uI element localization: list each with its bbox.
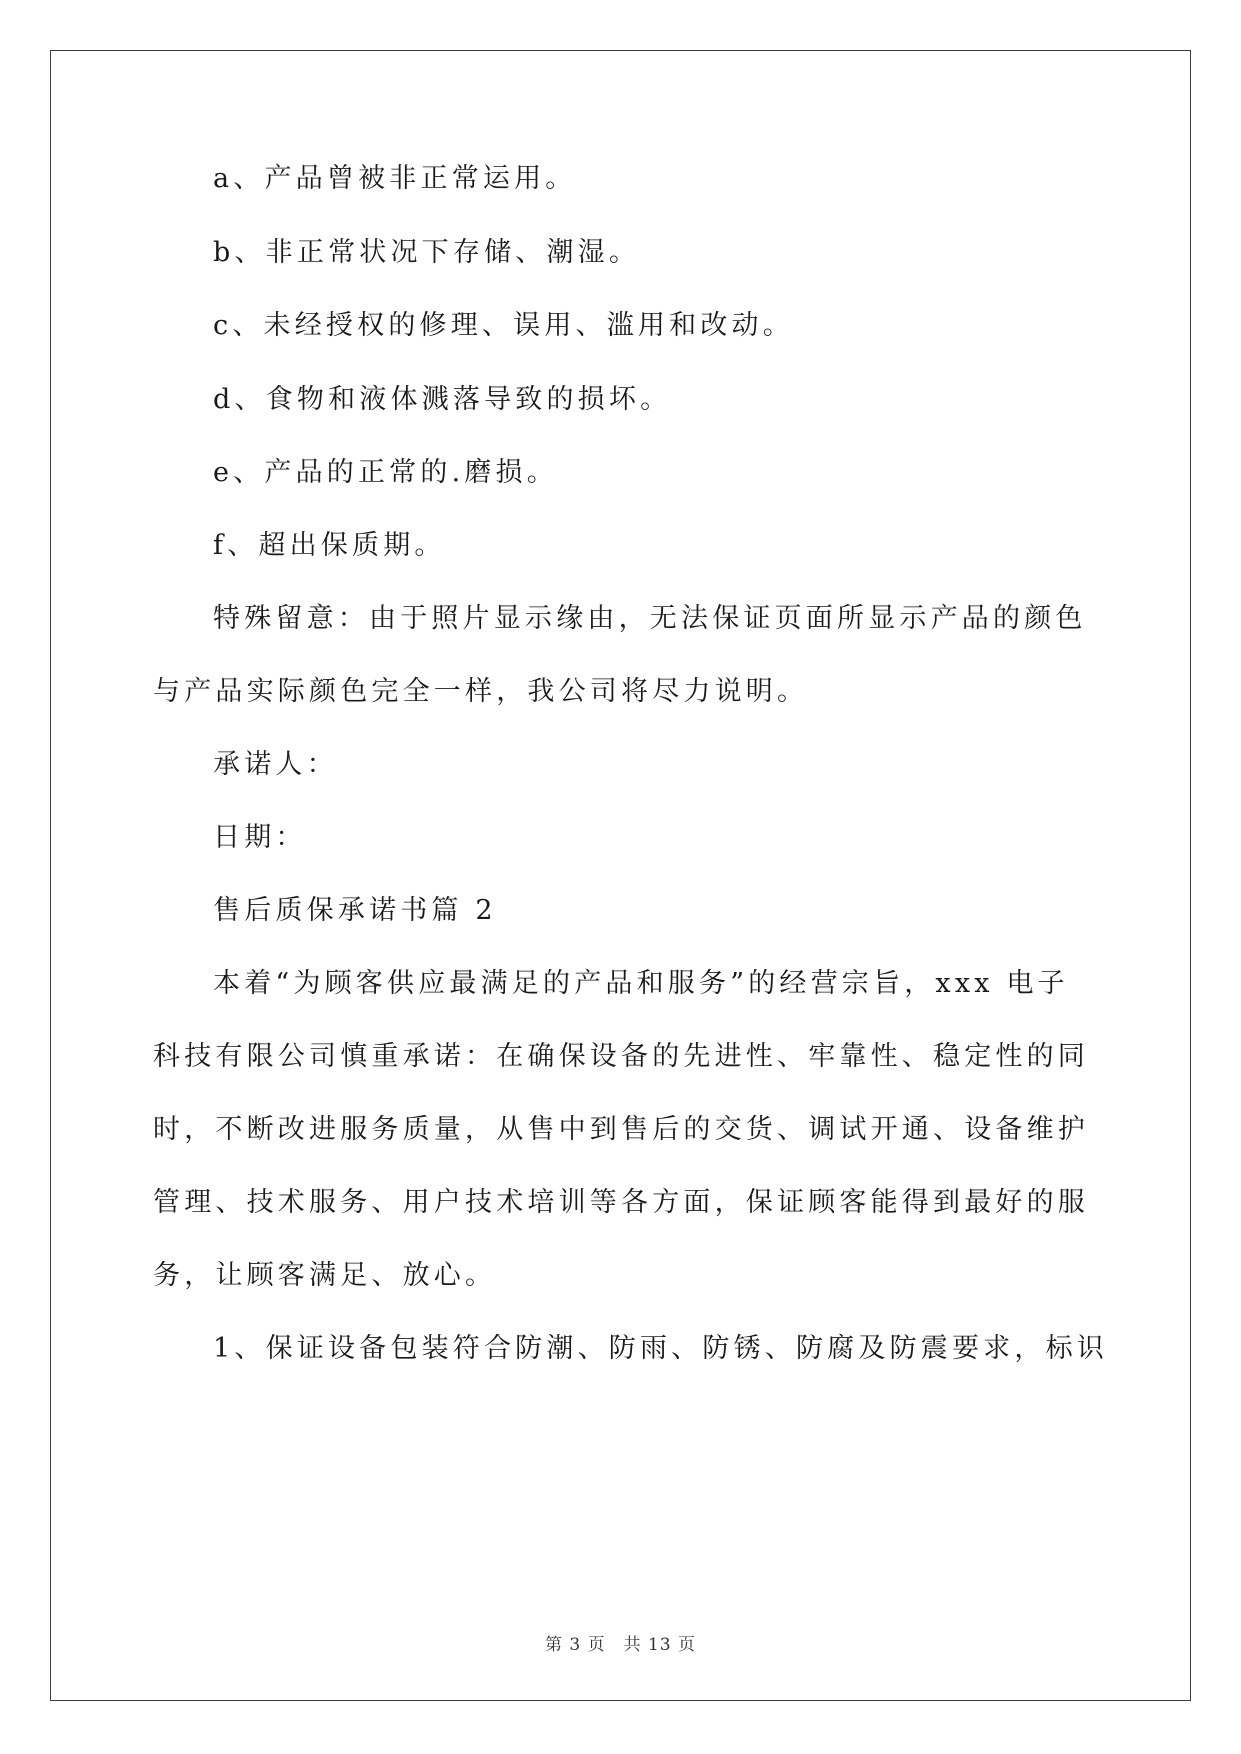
list-item: e、产品的正常的.磨损。 xyxy=(213,457,558,488)
paragraph-line: 务，让顾客满足、放心。 xyxy=(153,1260,497,1291)
promisor-label: 承诺人： xyxy=(213,749,338,780)
date-label: 日期： xyxy=(213,822,307,853)
paragraph-line: 本着“为顾客供应最满足的产品和服务”的经营宗旨，xxx 电子 xyxy=(213,968,1069,999)
paragraph-line: 时，不断改进服务质量，从售中到售后的交货、调试开通、设备维护 xyxy=(153,1114,1089,1145)
list-item: f、超出保质期。 xyxy=(213,530,446,561)
notice-line: 与产品实际颜色完全一样，我公司将尽力说明。 xyxy=(153,676,809,707)
section-title: 售后质保承诺书篇 2 xyxy=(213,895,497,926)
list-item: c、未经授权的修理、误用、滥用和改动。 xyxy=(213,310,794,341)
notice-line: 特殊留意：由于照片显示缘由，无法保证页面所显示产品的颜色 xyxy=(213,603,1087,634)
list-item: d、食物和液体溅落导致的损坏。 xyxy=(213,384,672,415)
list-item: b、非正常状况下存储、潮湿。 xyxy=(213,237,641,268)
list-item: a、产品曾被非正常运用。 xyxy=(213,163,577,194)
page-footer xyxy=(0,1630,1241,1655)
page-total: 共 13 页 xyxy=(623,1635,697,1655)
point-line: 1、保证设备包装符合防潮、防雨、防锈、防腐及防震要求，标识 xyxy=(213,1333,1108,1364)
page-border xyxy=(50,50,1191,1701)
page-number: 第 3 页 xyxy=(544,1635,606,1655)
paragraph-line: 管理、技术服务、用户技术培训等各方面，保证顾客能得到最好的服 xyxy=(153,1187,1089,1218)
paragraph-line: 科技有限公司慎重承诺：在确保设备的先进性、牢靠性、稳定性的同 xyxy=(153,1041,1089,1072)
